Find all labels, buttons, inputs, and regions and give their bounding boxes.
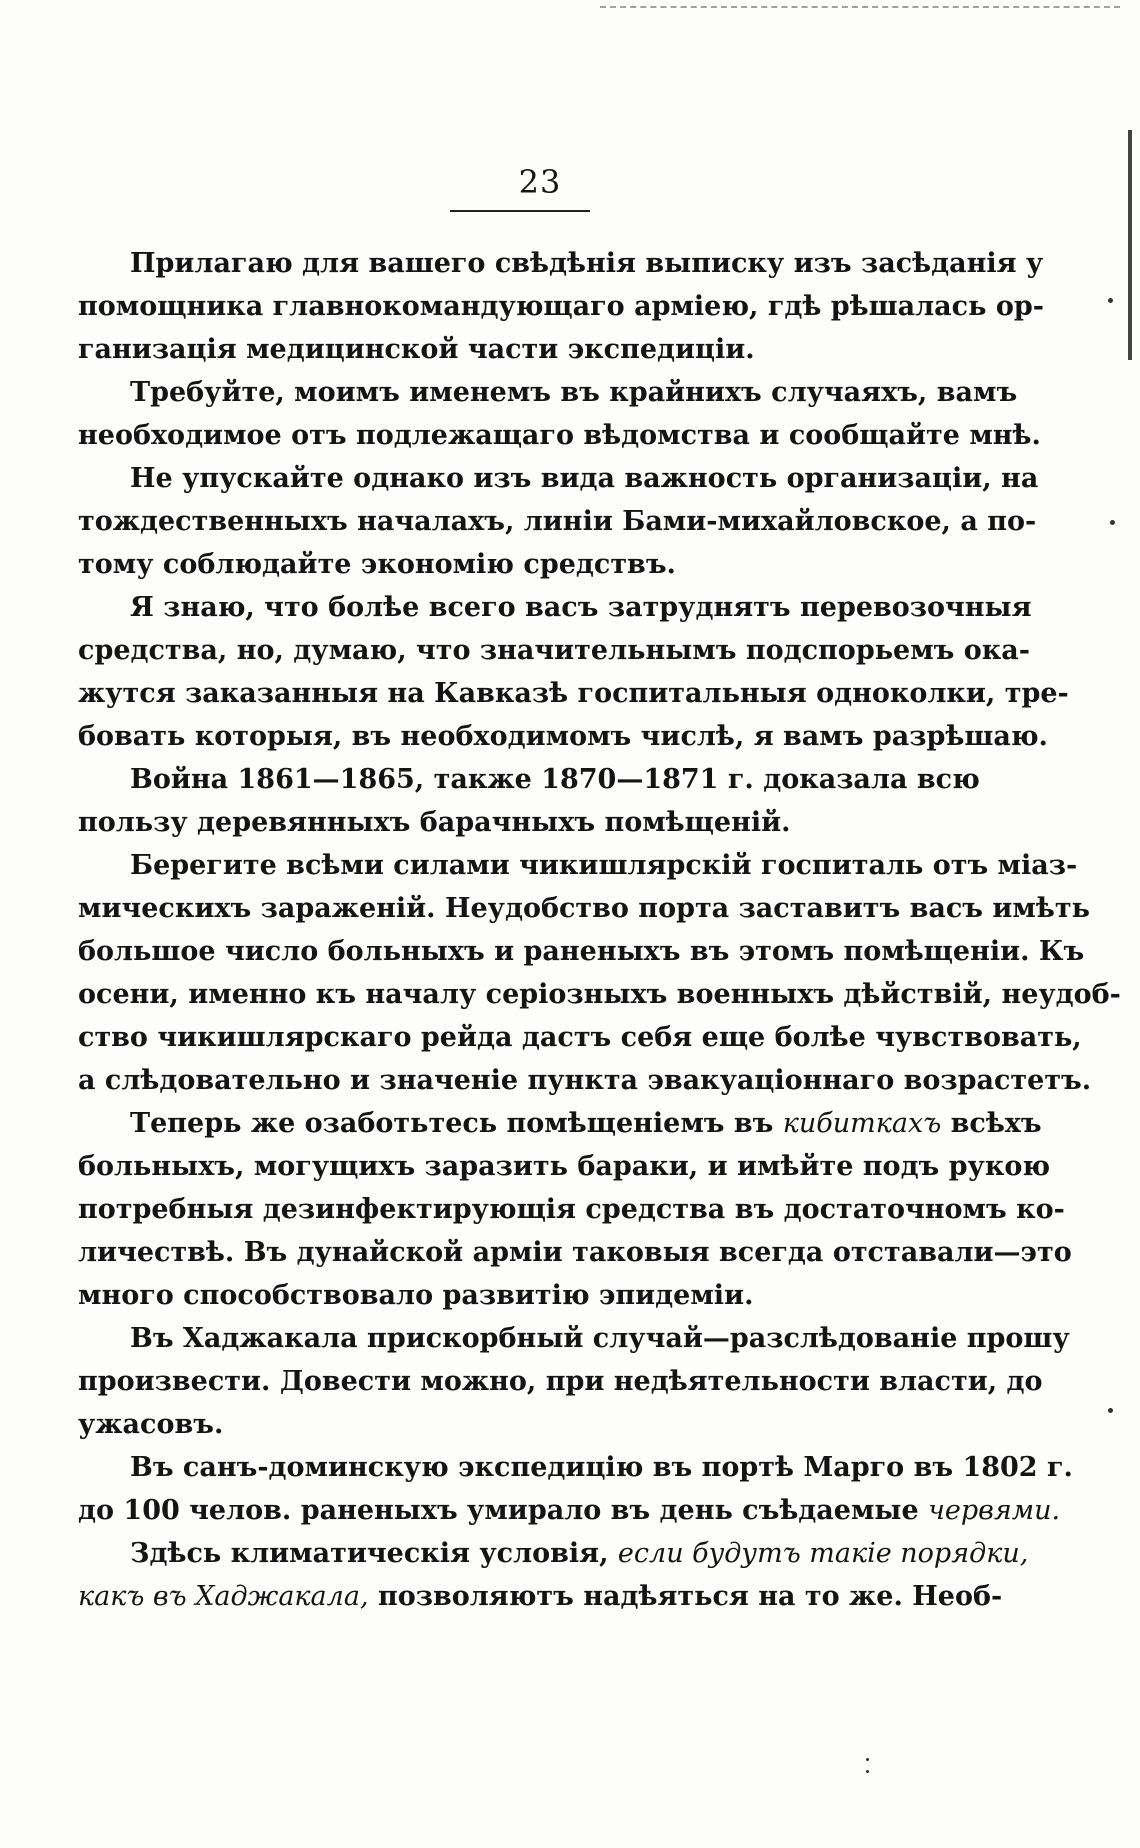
italic-text: червями. [928, 1495, 1061, 1526]
text-line [78, 1102, 1042, 1145]
text-line: Въ Хаджакала прискорбный случай—разслѣдованіе прошу [130, 1323, 1070, 1354]
italic-text: кибиткахъ [782, 1108, 942, 1139]
text-line: потребныя дезинфектирующія средства въ достаточномъ ко- [78, 1194, 1065, 1225]
text-line: Требуйте, моимъ именемъ въ крайнихъ случаяхъ, вамъ [130, 377, 1018, 408]
text-span: позволяютъ надѣяться на то же. Необ- [377, 1581, 1003, 1612]
text-line: ганизація медицинской части экспедиціи. [78, 334, 755, 365]
text-line: тому соблюдайте экономію средствъ. [78, 549, 676, 580]
text-line: пользу деревянныхъ барачныхъ помѣщеній. [78, 807, 791, 838]
scan-speck [1108, 298, 1113, 303]
body-text [78, 242, 1121, 1618]
text-line: Не упускайте однако изъ вида важность организаціи, на [130, 463, 1039, 494]
text-line: жутся заказанныя на Кавказѣ госпитальныя одноколки, тре- [78, 678, 1069, 709]
scan-margin-artifact [1128, 130, 1132, 360]
text-line: ство чикишлярскаго рейда дастъ себя еще болѣе чувствовать, [78, 1022, 1082, 1053]
text-line: средства, но, думаю, что значительнымъ подспорьемъ ока- [78, 635, 1030, 666]
text-line [78, 1575, 1003, 1618]
text-line: тождественныхъ началахъ, линіи Бами-михайловское, а по- [78, 506, 1037, 537]
text-line: Въ санъ-доминскую экспедицію въ портѣ Марго въ 1802 г. [130, 1452, 1073, 1483]
scan-speck [866, 1758, 869, 1761]
text-line: личествѣ. Въ дунайской арміи таковыя всегда отставали—это [78, 1237, 1072, 1268]
italic-text: если будутъ такіе порядки, [617, 1538, 1029, 1569]
text-line [78, 1489, 1061, 1532]
text-span: Здѣсь климатическія условія, [130, 1538, 609, 1569]
text-line: больныхъ, могущихъ заразить бараки, и имѣйте подъ рукою [78, 1151, 1051, 1182]
text-line: необходимое отъ подлежащаго вѣдомства и сообщайте мнѣ. [78, 420, 1041, 451]
text-line [78, 1532, 1029, 1575]
text-line: осени, именно къ началу серіозныхъ военныхъ дѣйствій, неудоб- [78, 979, 1121, 1010]
italic-text: какъ въ Хаджакала, [78, 1581, 369, 1612]
scan-speck [1110, 520, 1115, 525]
text-line: Я знаю, что болѣе всего васъ затруднятъ перевозочныя [130, 592, 1032, 623]
text-line: а слѣдовательно и значеніе пункта эвакуаціоннаго возрастетъ. [78, 1065, 1092, 1096]
text-line: большое число больныхъ и раненыхъ въ этомъ помѣщеніи. Къ [78, 936, 1085, 967]
text-line: Прилагаю для вашего свѣдѣнія выписку изъ засѣданія у [130, 248, 1044, 279]
scan-speck [1108, 1408, 1113, 1413]
text-span: Теперь же озаботьтесь помѣщеніемъ въ [130, 1108, 774, 1139]
text-line: помощника главнокомандующаго арміею, гдѣ рѣшалась ор- [78, 291, 1044, 322]
text-line: произвести. Довести можно, при недѣятельности власти, до [78, 1366, 1043, 1397]
page-number: 23 [518, 163, 562, 201]
text-line: ужасовъ. [78, 1409, 224, 1440]
text-line: Война 1861—1865, также 1870—1871 г. доказала всю [130, 764, 980, 795]
scan-edge-artifact [600, 6, 1120, 8]
text-line: бовать которыя, въ необходимомъ числѣ, я вамъ разрѣшаю. [78, 721, 1048, 752]
text-span: всѣхъ [950, 1108, 1042, 1139]
scan-speck [866, 1770, 869, 1773]
text-line: мическихъ зараженій. Неудобство порта заставитъ васъ имѣть [78, 893, 1090, 924]
text-line: Берегите всѣми силами чикишлярскій госпиталь отъ міаз- [130, 850, 1078, 881]
text-line: много способствовало развитію эпидеміи. [78, 1280, 754, 1311]
text-span: до 100 челов. раненыхъ умирало въ день съѣдаемые [78, 1495, 919, 1526]
header-rule [450, 210, 590, 212]
